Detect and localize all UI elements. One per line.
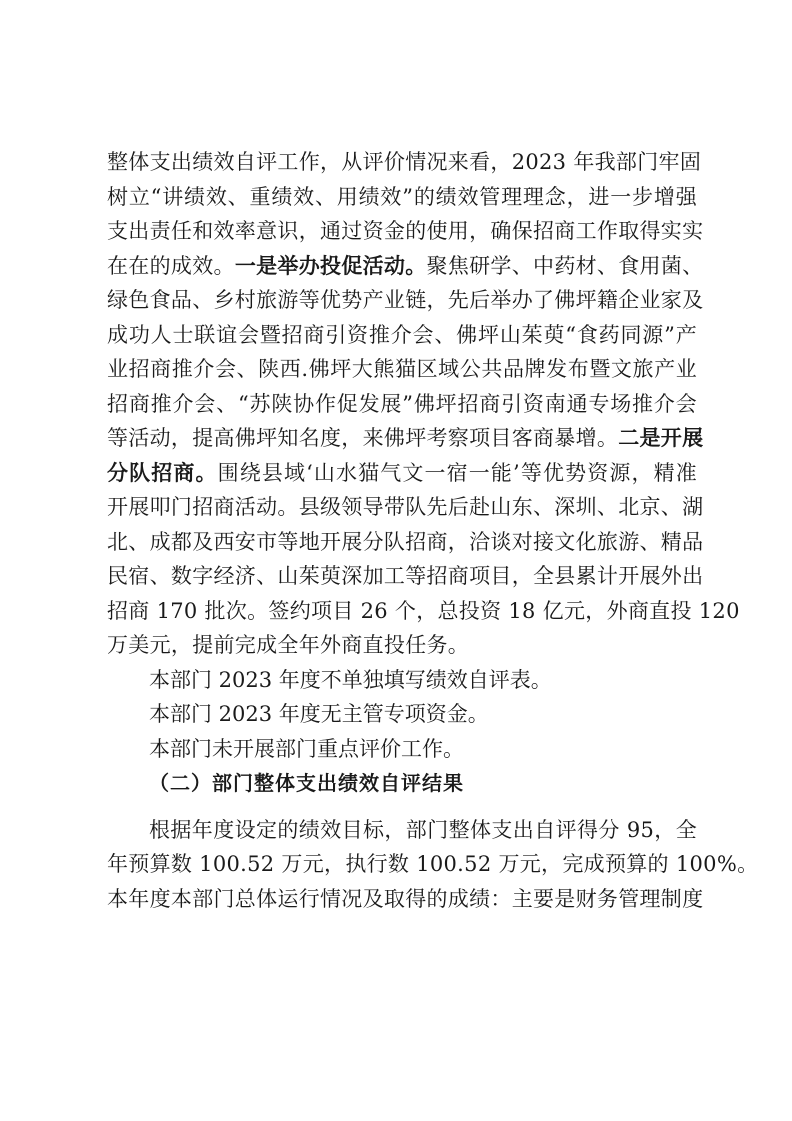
text-line: 成功人士联谊会暨招商引资推介会、佛坪山茱萸“食药同源”产 — [107, 322, 697, 347]
text-line: 民宿、数字经济、山茱萸深加工等招商项目，全县累计开展外出 — [107, 564, 704, 588]
text-line: 树立“讲绩效、重绩效、用绩效”的绩效管理理念，进一步增强 — [107, 184, 697, 209]
text-line: 支出责任和效率意识，通过资金的使用，确保招商工作取得实实 — [107, 219, 704, 243]
text-run: 等活动，提高佛坪知名度，来佛坪考察项目客商暴增。 — [107, 426, 619, 450]
text-run: 在在的成效。 — [107, 253, 235, 278]
statement-no-key-evaluation: 本部门未开展部门重点评价工作。 — [149, 736, 464, 761]
document-body — [107, 145, 759, 916]
bold-point-one: 一是举办投促活动。 — [234, 253, 427, 278]
text-line — [107, 249, 704, 284]
text-run: 围绕县域‘山水猫气文一宿一能’等优势资源，精准 — [217, 460, 698, 485]
paragraph-evaluation-result — [107, 813, 759, 917]
text-line: 绿色食品、乡村旅游等优势产业链，先后举办了佛坪籍企业家及 — [107, 288, 704, 312]
statement-no-self-evaluation-form: 本部门 2023 年度不单独填写绩效自评表。 — [149, 667, 552, 692]
text-line: 本年度本部门总体运行情况及取得的成绩：主要是财务管理制度 — [107, 886, 704, 911]
text-line: 北、成都及西安市等地开展分队招商，洽谈对接文化旅游、精品 — [107, 529, 704, 554]
text-line: 业招商推介会、陕西.佛坪大熊猫区域公共品牌发布暨文旅产业 — [107, 357, 697, 381]
text-line — [107, 421, 704, 456]
text-run: 聚焦研学、中药材、食用菌、 — [426, 253, 704, 278]
text-line: 招商 170 批次。签约项目 26 个，总投资 18 亿元，外商直投 120 — [107, 598, 740, 623]
text-line: 整体支出绩效自评工作，从评价情况来看，2023 年我部门牢固 — [107, 150, 702, 174]
statement-no-special-funds: 本部门 2023 年度无主管专项资金。 — [149, 702, 489, 726]
bold-point-two-cont: 分队招商。 — [107, 460, 218, 485]
text-line: 年预算数 100.52 万元，执行数 100.52 万元，完成预算的 100%。 — [107, 852, 759, 876]
paragraph-performance-summary — [107, 145, 740, 663]
bold-point-two: 二是开展 — [618, 426, 704, 450]
text-line — [107, 456, 697, 491]
text-line: 招商推介会、“苏陕协作促发展”佛坪招商引资南通专场推介会 — [107, 391, 697, 416]
text-line: 根据年度设定的绩效目标，部门整体支出自评得分 95，全 — [149, 817, 697, 842]
section-heading: （二）部门整体支出绩效自评结果 — [149, 771, 464, 795]
text-line: 开展叩门招商活动。县级领导带队先后赴山东、深圳、北京、湖 — [107, 495, 704, 519]
text-line: 万美元，提前完成全年外商直投任务。 — [107, 633, 470, 657]
